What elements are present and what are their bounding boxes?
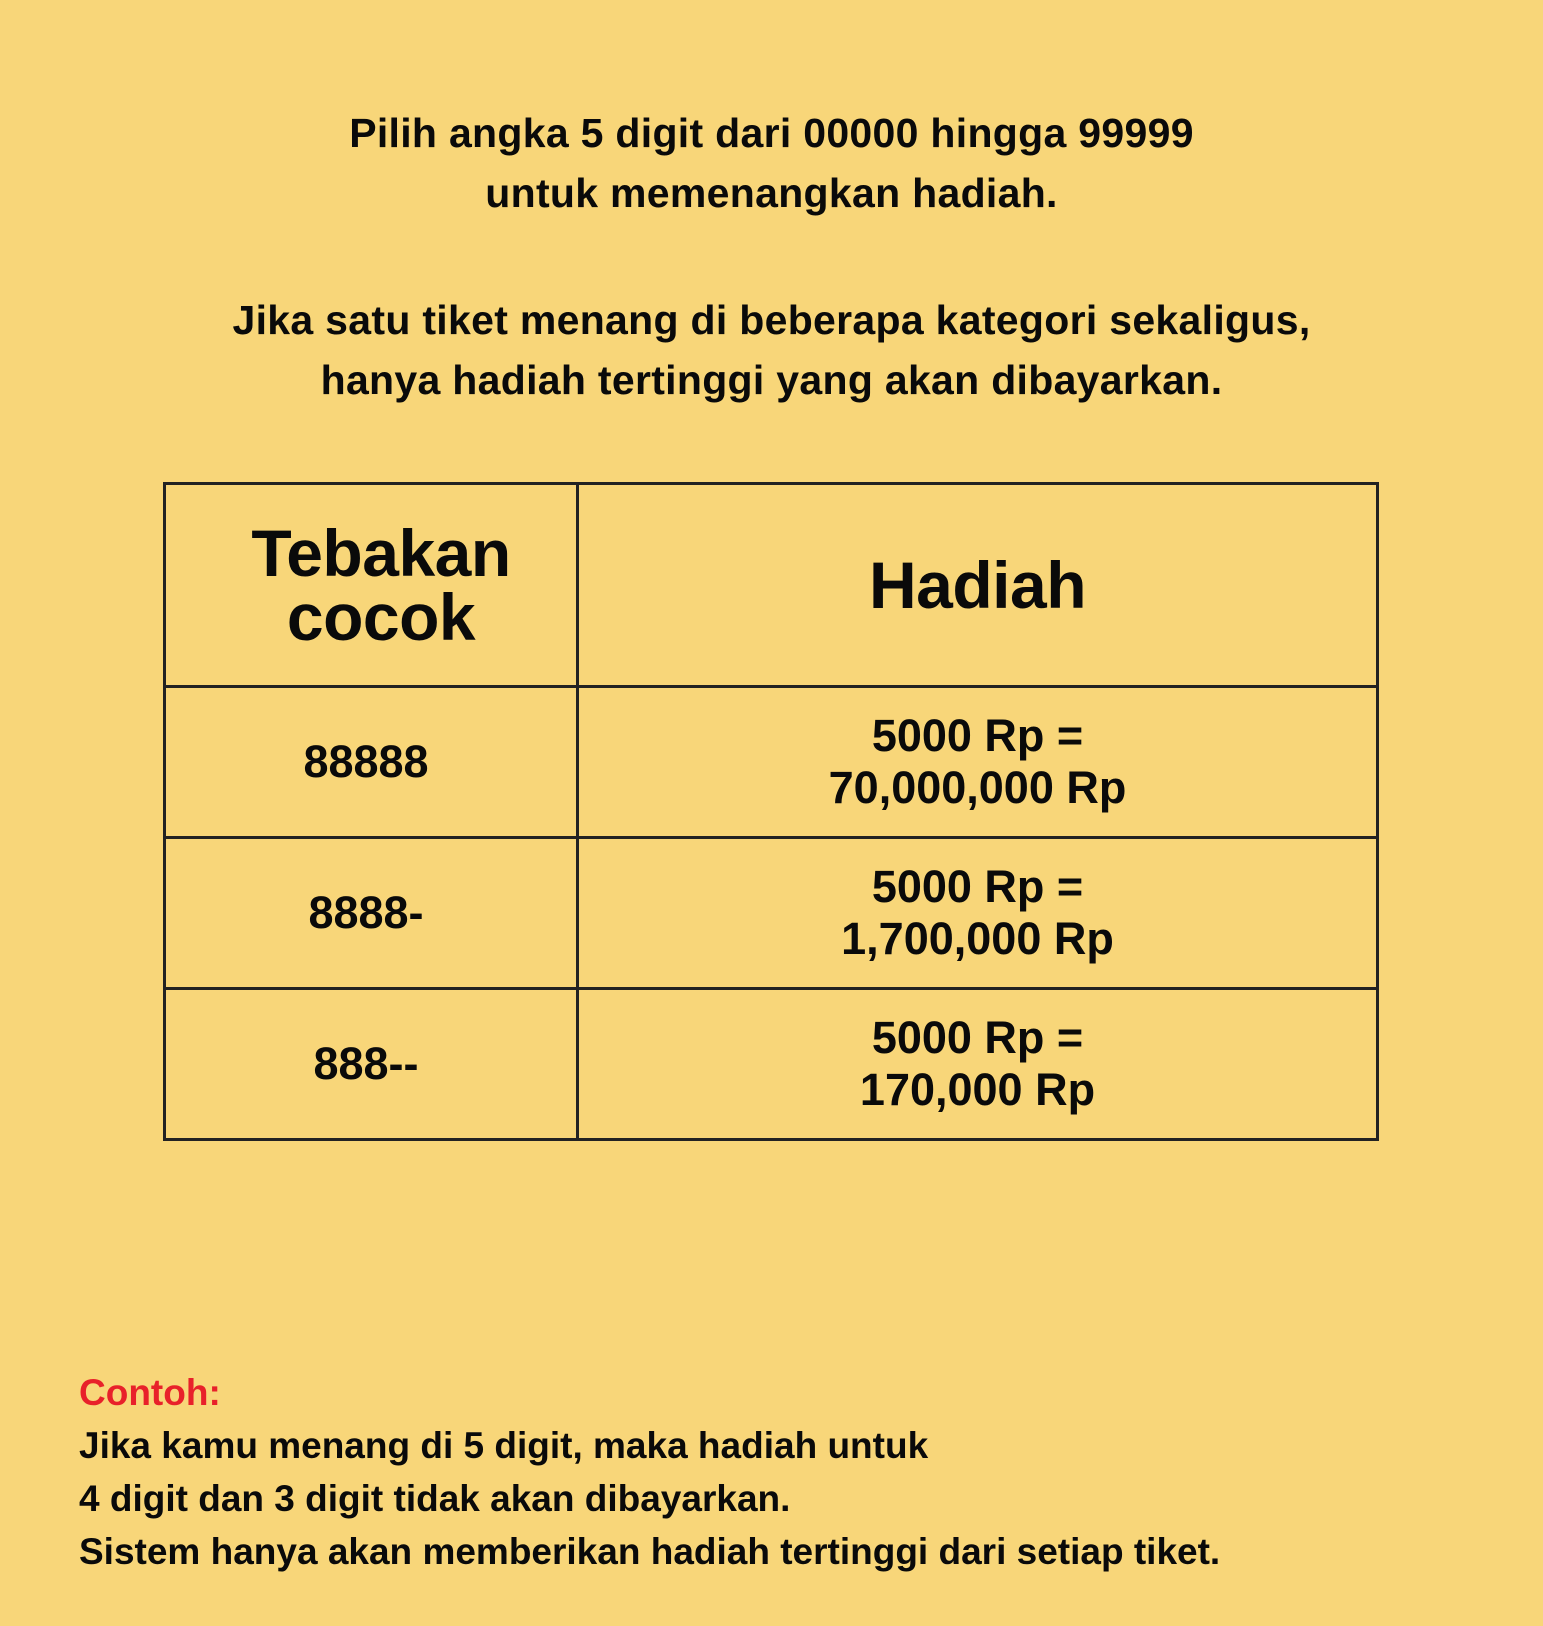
prize-cell [578,687,1378,838]
prize-stake: 5000 Rp = [871,1012,1084,1063]
prize-amount: 70,000,000 Rp [828,762,1127,813]
prize-table [163,482,1379,1141]
example-line: 4 digit dan 3 digit tidak akan dibayarkan. [79,1478,791,1519]
header-text: cocok [286,580,476,654]
intro-line: untuk memenangkan hadiah. [485,170,1058,216]
intro-paragraph-highest-prize [0,290,1543,410]
table-row [165,687,1378,838]
intro-paragraph-range [0,103,1543,223]
guess-cell: 8888- [165,838,578,989]
prize-cell [578,989,1378,1140]
intro-line: Jika satu tiket menang di beberapa kategori sekaligus, [232,297,1311,343]
header-matching-guess [165,484,578,687]
prize-amount: 170,000 Rp [859,1064,1096,1115]
guess-cell: 88888 [165,687,578,838]
prize-amount: 1,700,000 Rp [841,913,1114,964]
table-row [165,989,1378,1140]
header-text: Tebakan [251,516,511,590]
guess-cell: 888-- [165,989,578,1140]
intro-line: Pilih angka 5 digit dari 00000 hingga 99999 [349,110,1194,156]
prize-stake: 5000 Rp = [871,861,1084,912]
header-prize: Hadiah [578,484,1378,687]
example-title: Contoh: [79,1372,221,1413]
example-section [79,1366,1220,1578]
table-row [165,838,1378,989]
example-line: Jika kamu menang di 5 digit, maka hadiah untuk [79,1425,929,1466]
prize-cell [578,838,1378,989]
example-line: Sistem hanya akan memberikan hadiah tertinggi dari setiap tiket. [79,1531,1221,1572]
intro-line: hanya hadiah tertinggi yang akan dibayarkan. [320,357,1223,403]
prize-stake: 5000 Rp = [871,710,1084,761]
table-header-row [165,484,1378,687]
